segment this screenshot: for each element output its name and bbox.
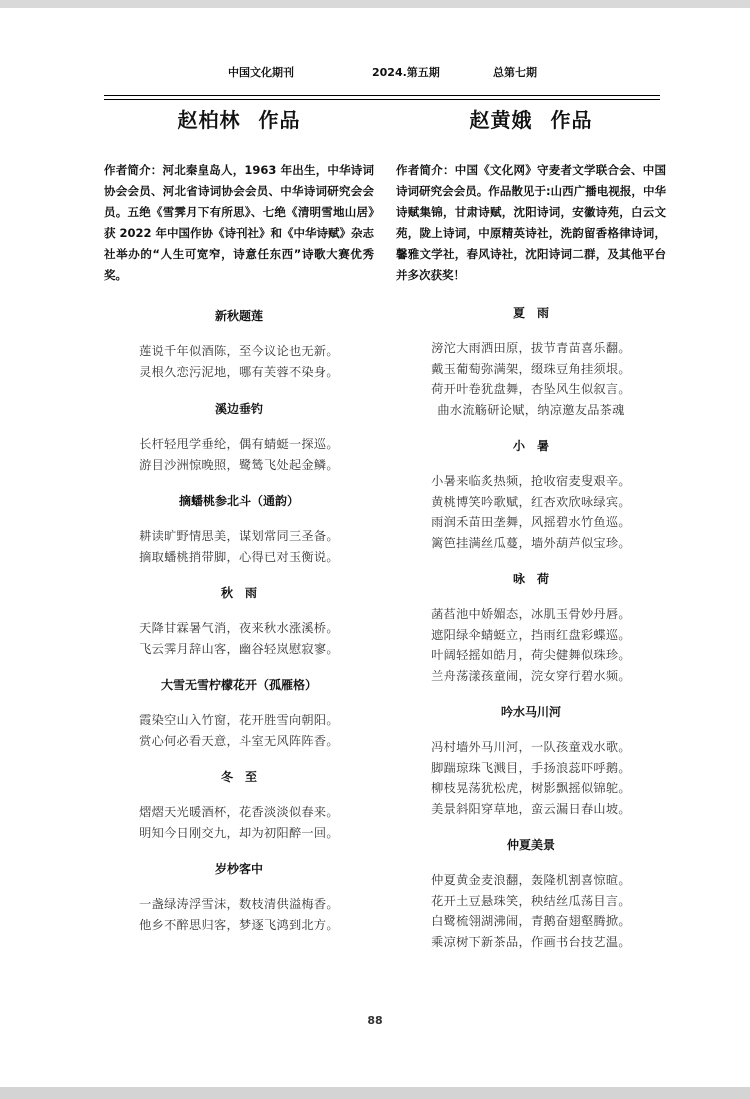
left-column: [104, 100, 374, 935]
poem-line: 花开土豆悬珠笑，秧结丝瓜荡目言。: [431, 893, 631, 908]
poem-line: 游目沙洲惊晚照，鹭鸶飞处起金鳞。: [139, 457, 339, 472]
poem-line: 叶阔轻摇如皓月，荷尖健舞似珠珍。: [431, 648, 631, 662]
poem: [104, 305, 374, 382]
page-number: 88: [367, 1014, 383, 1027]
poem-line: 黄桃博笑吟歌赋，红杏欢欣咏绿宾。: [431, 494, 631, 509]
right-author-bio: 作者简介：中国《文化网》守麦者文学联合会、中国诗词研究会会员。作品散见于:山西广播电视报，中华诗赋集锦，甘肃诗赋，沈阳诗词，安徽诗苑，白云文苑，陇上诗词，中原精英诗社，洗韵留香格律诗词，馨雅文学社，春风诗社，沈阳诗词二群，及其他平台并多次获奖！: [396, 163, 666, 282]
right-author-heading: [396, 100, 666, 146]
poem-line: 耕读旷野情思美，谋划常同三圣备。: [139, 529, 339, 543]
poem-line: 熠熠天光暖酒杯，花香淡淡似春来。: [139, 805, 339, 819]
journal-name: 中国文化期刊: [228, 66, 294, 79]
poem-title: 仲夏美景: [506, 838, 555, 852]
issue-number: 2024.第五期: [372, 66, 440, 79]
poem-line: 美景斜阳穿草地，蛮云漏日春山坡。: [431, 801, 631, 816]
poem-line: 他乡不醉思归客，梦逐飞鸿到北方。: [139, 917, 339, 932]
poem-line: 菡萏池中娇媚态，冰肌玉骨妙丹唇。: [431, 607, 631, 621]
poem-title: 咏 荷: [512, 572, 549, 586]
right-works-label: 作品: [550, 108, 593, 132]
poem-line: 曲水流觞研论赋，纳凉邀友品茶魂: [437, 402, 625, 417]
poem: [396, 701, 666, 819]
poem-title: 秋 雨: [220, 586, 257, 600]
poem: [396, 302, 666, 420]
poem-title: 冬 至: [220, 770, 257, 784]
poem-line: 荷开叶卷犹盘舞，杏坠风生似叙言。: [431, 382, 631, 396]
poem-line: 篱笆挂满丝瓜蔓，墙外葫芦似宝珍。: [431, 535, 631, 550]
bottom-gray-bar: [0, 1087, 750, 1099]
poem: [104, 858, 374, 935]
poem-title: 大雪无雪柠檬花开（孤雁格）: [160, 678, 317, 692]
poem-title: 岁杪客中: [214, 862, 263, 876]
top-gray-bar: [0, 0, 750, 8]
poem-line: 长杆轻甩学垂纶，偶有蜻蜓一探巡。: [139, 437, 339, 451]
poem-line: 雨润禾苗田垄舞，风摇碧水竹鱼巡。: [431, 515, 631, 529]
poem-line: 灵根久恋污泥地，哪有芙蓉不染身。: [139, 364, 339, 379]
poem-line: 脚踹琼珠飞溅目，手扬浪蕊吓呼鹅。: [431, 760, 631, 775]
poem-line: 赏心何必看天意，斗室无风阵阵香。: [139, 733, 339, 748]
poem-line: 霞染空山入竹窗，花开胜雪向朝阳。: [139, 713, 339, 727]
right-column: [396, 100, 666, 952]
page-header: [0, 64, 750, 80]
poem-line: 冯村墙外马川河，一队孩童戏水歌。: [431, 740, 631, 754]
poem-line: 一盏绿涛浮雪沫，数枝清供溢梅香。: [139, 897, 339, 911]
poem-line: 天降甘霖暑气消，夜来秋水涨溪桥。: [139, 621, 339, 635]
poem-title: 小 暑: [512, 439, 549, 453]
left-author-bio: 作者简介：河北秦皇岛人，1963 年出生，中华诗词协会会员、河北省诗词协会会员、中华诗词研究会会员。五绝《雪霁月下有所思》、七绝《清明雪地山居》获 2022 年中国作协《诗刊社》和《中华诗赋》杂志社举办的“人生可宽窄，诗意任东西”诗歌大赛优秀奖。: [104, 163, 375, 282]
total-issue-number: 总第七期: [493, 66, 537, 79]
left-author-name: 赵柏林: [177, 108, 241, 132]
poem: [396, 435, 666, 553]
poem: [104, 582, 374, 659]
poem-line: 柳枝晃荡犹松虎，树影飘摇似锦鸵。: [431, 781, 631, 795]
poem: [104, 766, 374, 843]
poem-title: 夏 雨: [512, 306, 549, 320]
poem-line: 小暑来临炙热频，抢收宿麦叟艰辛。: [431, 474, 631, 488]
poem-line: 滂沱大雨洒田原，拔节青苗喜乐翻。: [431, 341, 631, 355]
poem-line: 遮阳绿伞蜻蜓立，挡雨红盘彩蝶巡。: [431, 627, 631, 642]
poem: [104, 674, 374, 751]
poem-line: 戴玉葡萄弥满架，缀珠豆角挂须垠。: [431, 361, 631, 376]
poem: [104, 398, 374, 475]
right-author-name: 赵黄娥: [469, 108, 533, 132]
left-author-heading: [104, 100, 374, 146]
poem-title: 吟水马川河: [500, 705, 561, 719]
poem-line: 乘凉树下新茶品，作画书台技艺温。: [431, 934, 631, 949]
poem-line: 仲夏黄金麦浪翻，轰隆机割喜惊暄。: [431, 873, 631, 887]
poem-line: 摘取蟠桃捎带脚，心得已对玉衡说。: [139, 549, 339, 564]
poem-title: 摘蟠桃参北斗（通韵）: [178, 494, 299, 508]
poem-title: 溪边垂钓: [214, 402, 263, 416]
poem-line: 飞云霁月辞山客，幽谷轻岚慰寂寥。: [139, 641, 339, 656]
poem-line: 明知今日刚交九，却为初阳醉一回。: [139, 825, 339, 840]
poem: [104, 490, 374, 567]
header-rule-top: [104, 95, 660, 96]
left-works-label: 作品: [258, 108, 301, 132]
poem-line: 莲说千年似酒陈，至今议论也无新。: [139, 344, 339, 358]
poem-title: 新秋题莲: [214, 309, 263, 323]
poem: [396, 834, 666, 952]
poem: [396, 568, 666, 686]
poem-line: 兰舟荡漾孩童闹，浣女穿行碧水频。: [431, 668, 631, 683]
poem-line: 白鹭梳翎湖沸闹，青鹅奋翅壑腾掀。: [431, 914, 631, 928]
